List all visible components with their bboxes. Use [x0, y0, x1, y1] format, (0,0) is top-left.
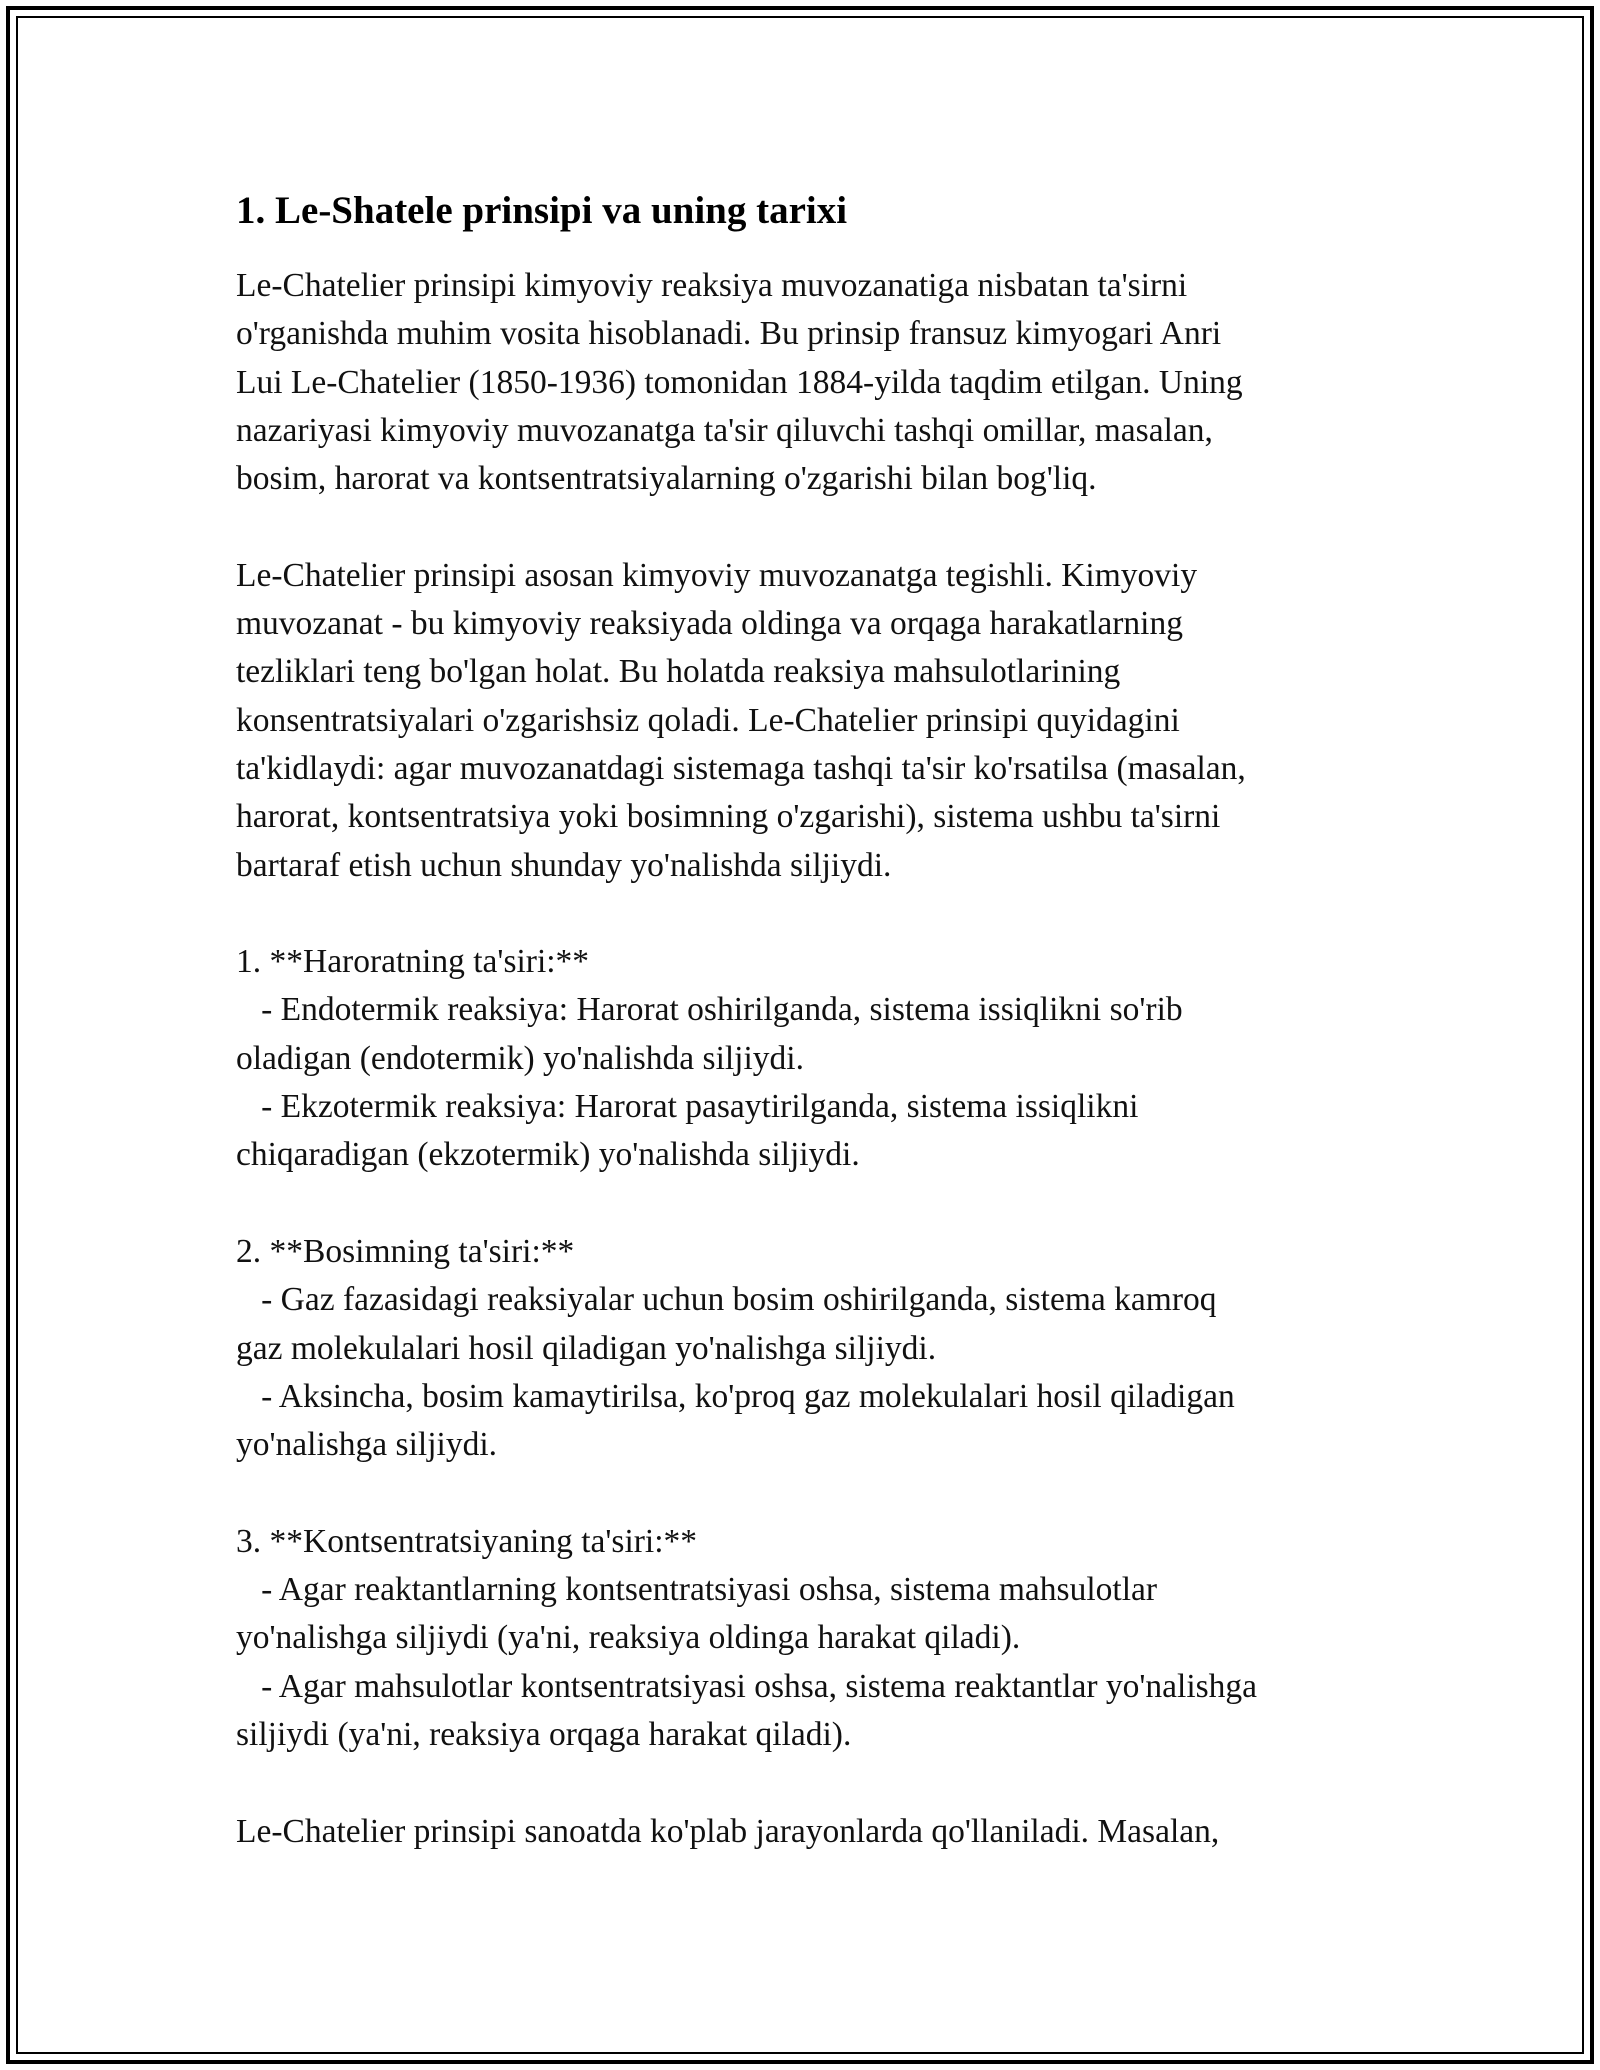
- list-item-temperature: 1. **Haroratning ta'siri:** - Endotermik reaksiya: Harorat oshirilganda, sistema issiqlikni so'rib oladigan (endotermik) yo'nalishda siljiydi. - Ekzotermik reaksiya: Harorat pasaytirilganda, sistema issiqlikni chiqaradigan (ekzotermik) yo'nalishda siljiydi.: [236, 943, 1183, 1174]
- list-item-pressure: 2. **Bosimning ta'siri:** - Gaz fazasidagi reaksiyalar uchun bosim oshirilganda, sistema kamroq gaz molekulalari hosil qiladigan yo'nalishga siljiydi. - Aksincha, bosim kamaytirilsa, ko'proq gaz molekulalari hosil qiladigan yo'nalishga siljiydi.: [236, 1232, 1235, 1464]
- paragraph-gap: [236, 1469, 1366, 1517]
- paragraph-gap: [236, 1759, 1366, 1807]
- section-heading: 1. Le-Shatele prinsipi va uning tarixi: [236, 189, 848, 232]
- paragraph-gap: [236, 890, 1366, 938]
- paragraph-gap: [236, 1180, 1366, 1228]
- paragraph-gap: [236, 503, 1366, 551]
- document-body: [236, 186, 1366, 1856]
- paragraph-intro: Le-Chatelier prinsipi kimyoviy reaksiya muvozanatiga nisbatan ta'sirni o'rganishda muhim vosita hisoblanadi. Bu prinsip fransuz kimyogari Anri Lui Le-Chatelier (1850-1936) tomonidan 1884-yilda taqdim etilgan. Uning nazariyasi kimyoviy muvozanatga ta'sir qiluvchi tashqi omillar, masalan, bosim, harorat va kontsentratsiyalarning o'zgarishi bilan bog'liq.: [236, 267, 1243, 498]
- paragraph-industry: Le-Chatelier prinsipi sanoatda ko'plab jarayonlarda qo'llaniladi. Masalan,: [236, 1812, 1220, 1850]
- paragraph-definition: Le-Chatelier prinsipi asosan kimyoviy muvozanatga tegishli. Kimyoviy muvozanat - bu kimyoviy reaksiyada oldinga va orqaga harakatlarning tezliklari teng bo'lgan holat. Bu holatda reaksiya mahsulotlarining konsentratsiyalari o'zgarishsiz qoladi. Le-Chatelier prinsipi quyidagini ta'kidlaydi: agar muvozanatdagi sistemaga tashqi ta'sir ko'rsatilsa (masalan, harorat, kontsentratsiya yoki bosimning o'zgarishi), sistema ushbu ta'sirni bartaraf etish uchun shunday yo'nalishda siljiydi.: [236, 556, 1246, 884]
- list-item-concentration: 3. **Kontsentratsiyaning ta'siri:** - Agar reaktantlarning kontsentratsiyasi oshsa, sistema mahsulotlar yo'nalishga siljiydi (ya'ni, reaksiya oldinga harakat qiladi). - Agar mahsulotlar kontsentratsiyasi oshsa, sistema reaktantlar yo'nalishga siljiydi (ya'ni, reaksiya orqaga harakat qiladi).: [236, 1522, 1258, 1753]
